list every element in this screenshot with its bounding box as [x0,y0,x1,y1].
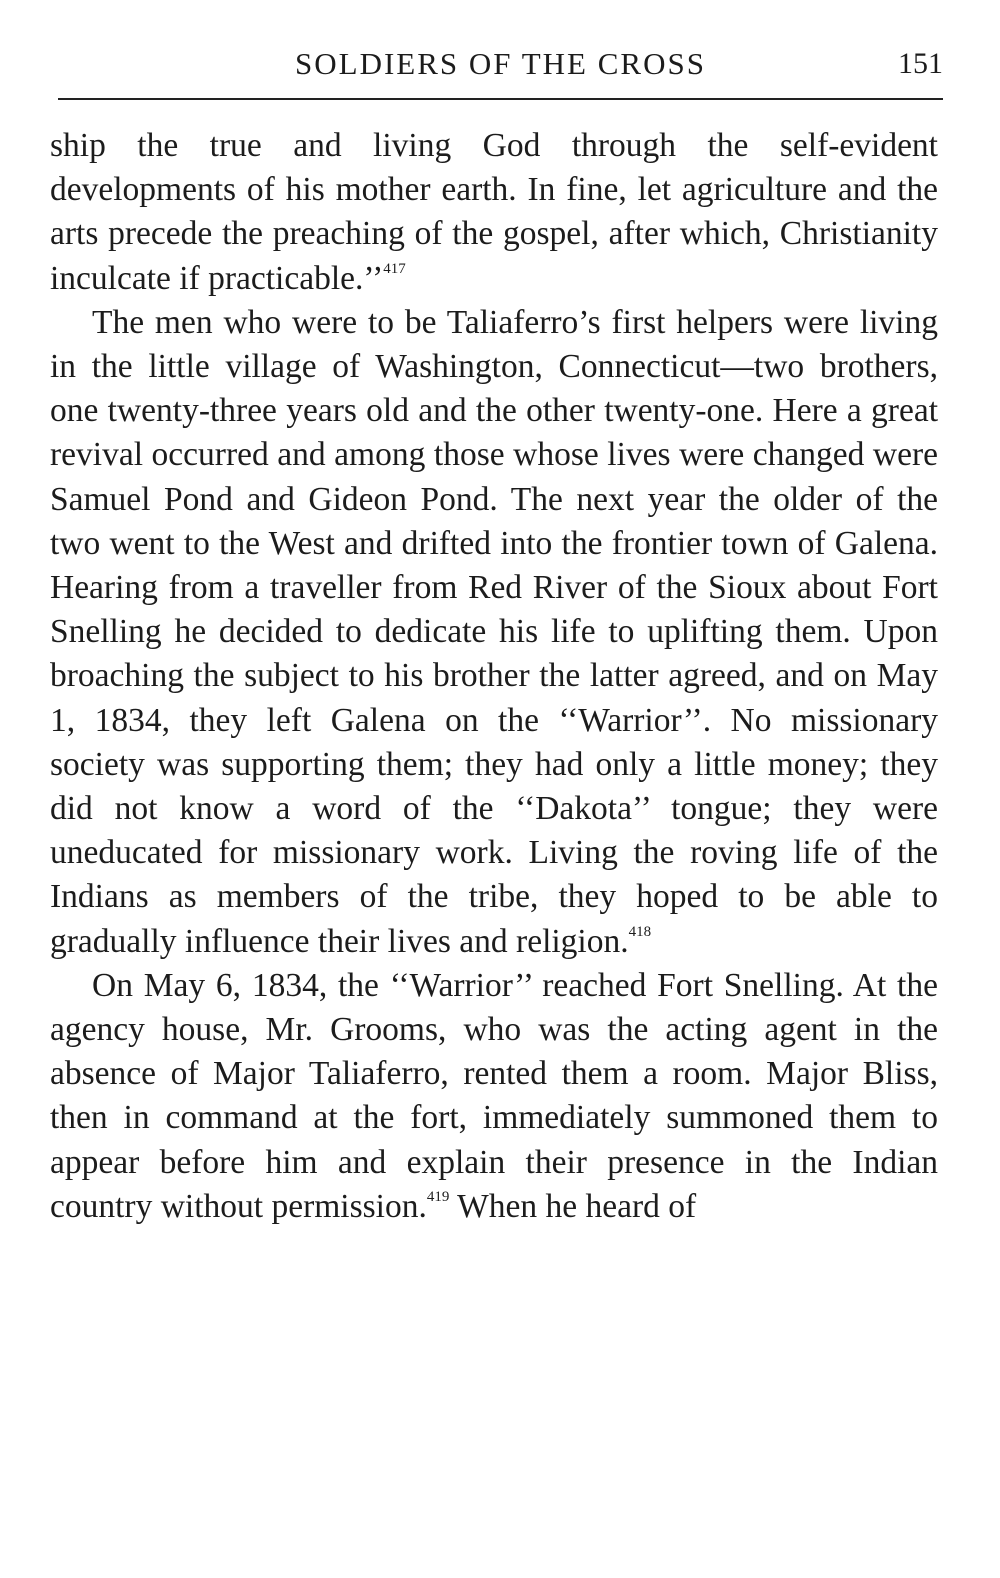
paragraph-3-text: On May 6, 1834, the ‘‘Warrior’’ reached Fort Snelling. At the agency house, Mr. Grooms, who was the acting agent in the absence of Major Taliaferro, rented them a room. Major Bliss, then in command at the fort, immediately summoned them to appear before him and explain their presence in the Indian country without permission. [50,966,938,1225]
running-title: SOLDIERS OF THE CROSS [295,46,706,81]
paragraph-3-text-continued: When he heard of [449,1187,697,1225]
header-rule [58,98,943,100]
page-number: 151 [898,47,943,80]
paragraph-1-text: ship the true and living God through the self-evident developments of his mother earth. In fine, let agriculture and the arts precede the preaching of the gospel, after which, Christianity inculcate if practicable.’’ [50,127,938,297]
running-head [58,42,943,92]
footnote-ref-418: 418 [628,923,652,940]
paragraph-2-text: The men who were to be Taliaferro’s first helpers were living in the little village of Washington, Connecticut—two brothers, one twenty-three years old and the other twenty-one. Here a great revival occurred and among those whose lives were changed were Samuel Pond and Gideon Pond. The next year the older of the two went to the West and drifted into the frontier town of Galena. Hearing from a traveller from Red River of the Sioux about Fort Snelling he decided to dedicate his life to uplifting them. Upon broaching the subject to his brother the latter agreed, and on May 1, 1834, they left Galena on the ‘‘Warrior’’. No missionary society was supporting them; they had only a little money; they did not know a word of the ‘‘Dakota’’ tongue; they were uneducated for missionary work. Living the roving life of the Indians as members of the tribe, they hoped to be able to gradually influence their lives and religion. [50,303,938,960]
paragraph-1 [50,124,938,301]
paragraph-2 [50,301,938,964]
footnote-ref-417: 417 [383,260,406,277]
body-text [50,124,938,1229]
paragraph-3 [50,964,938,1229]
footnote-ref-419: 419 [426,1188,450,1205]
